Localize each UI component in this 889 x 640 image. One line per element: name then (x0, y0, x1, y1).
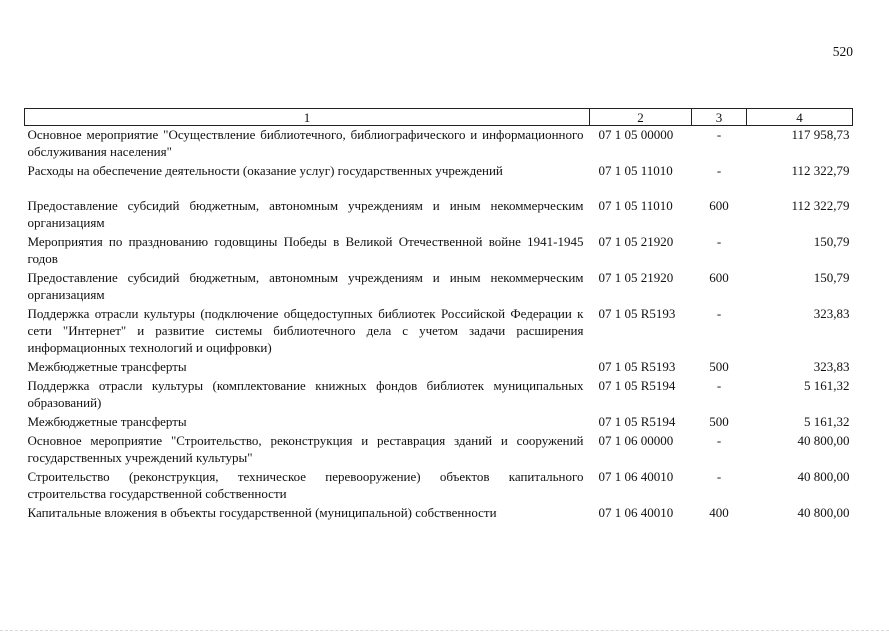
table-row (25, 126, 853, 163)
header-cell: 1 (25, 109, 590, 126)
expense-type-cell: 500 (709, 359, 729, 374)
scan-edge-line (0, 630, 889, 632)
header-cell: 3 (692, 109, 747, 126)
expense-type-cell: - (716, 306, 722, 321)
target-code-cell: 07 1 05 21920 (598, 234, 674, 249)
target-code-cell: 07 1 06 40010 (598, 469, 674, 484)
page-number: 520 (832, 44, 853, 59)
budget-table (24, 108, 853, 523)
target-code-cell: 07 1 05 11010 (598, 198, 673, 213)
item-name-cell: Основное мероприятие "Строительство, реконструкция и реставрация зданий и сооружений государственных учреждений культуры" (27, 433, 584, 465)
table-row (25, 413, 853, 432)
amount-cell: 5 161,32 (804, 414, 850, 429)
item-name-cell: Капитальные вложения в объекты государственной (муниципальной) собственности (27, 505, 497, 520)
amount-cell: 40 800,00 (797, 505, 850, 520)
target-code-cell: 07 1 05 11010 (598, 163, 673, 178)
item-name-cell: Межбюджетные трансферты (27, 359, 187, 374)
amount-cell: 40 800,00 (797, 469, 850, 484)
header-cell: 4 (747, 109, 853, 126)
item-name-cell: Основное мероприятие "Осуществление библиотечного, библиографического и информационного обслуживания населения" (27, 127, 584, 159)
target-code-cell: 07 1 05 00000 (598, 127, 674, 142)
target-code-cell: 07 1 05 21920 (598, 270, 674, 285)
expense-type-cell: - (716, 469, 722, 484)
expense-type-cell: 500 (709, 414, 729, 429)
expense-type-cell: - (716, 127, 722, 142)
table-row (25, 504, 853, 523)
target-code-cell: 07 1 05 R5194 (598, 414, 676, 429)
table-row (25, 197, 853, 233)
amount-cell: 323,83 (813, 306, 850, 321)
expense-type-cell: - (716, 378, 722, 393)
item-name-cell: Поддержка отрасли культуры (подключение общедоступных библиотек Российской Федерации к сети "Интернет" и развитие системы библиотечного дела с учетом задачи расширения информационных технологий и оцифровки) (27, 306, 584, 355)
expense-type-cell: - (716, 234, 722, 249)
amount-cell: 40 800,00 (797, 433, 850, 448)
table-row (25, 162, 853, 197)
table-row (25, 468, 853, 504)
table-row (25, 233, 853, 269)
target-code-cell: 07 1 05 R5194 (598, 378, 676, 393)
amount-cell: 112 322,79 (791, 163, 850, 178)
item-name-cell: Строительство (реконструкция, техническое перевооружение) объектов капитального строительства государственной собственности (27, 469, 584, 501)
amount-cell: 323,83 (813, 359, 850, 374)
expense-type-cell: - (716, 433, 722, 448)
header-cell: 2 (590, 109, 692, 126)
table-row (25, 432, 853, 468)
expense-type-cell: 600 (709, 198, 729, 213)
item-name-cell: Поддержка отрасли культуры (комплектование книжных фондов библиотек муниципальных образований) (27, 378, 584, 410)
expense-type-cell: 600 (709, 270, 729, 285)
amount-cell: 150,79 (813, 234, 850, 249)
table-row (25, 305, 853, 358)
item-name-cell: Межбюджетные трансферты (27, 414, 187, 429)
target-code-cell: 07 1 05 R5193 (598, 306, 676, 321)
amount-cell: 5 161,32 (804, 378, 850, 393)
amount-cell: 117 958,73 (791, 127, 850, 142)
amount-cell: 150,79 (813, 270, 850, 285)
header-row (25, 109, 853, 126)
table-row (25, 269, 853, 305)
table-row (25, 358, 853, 377)
expense-type-cell: 400 (709, 505, 729, 520)
item-name-cell: Мероприятия по празднованию годовщины Победы в Великой Отечественной войне 1941-1945 годов (27, 234, 584, 266)
table-row (25, 377, 853, 413)
item-name-cell: Предоставление субсидий бюджетным, автономным учреждениям и иным некоммерческим организациям (27, 270, 584, 302)
item-name-cell: Расходы на обеспечение деятельности (оказание услуг) государственных учреждений (27, 163, 503, 178)
table-body (25, 126, 853, 524)
target-code-cell: 07 1 06 40010 (598, 505, 674, 520)
target-code-cell: 07 1 05 R5193 (598, 359, 676, 374)
expense-type-cell: - (716, 163, 722, 178)
item-name-cell: Предоставление субсидий бюджетным, автономным учреждениям и иным некоммерческим организациям (27, 198, 584, 230)
amount-cell: 112 322,79 (791, 198, 850, 213)
target-code-cell: 07 1 06 00000 (598, 433, 674, 448)
